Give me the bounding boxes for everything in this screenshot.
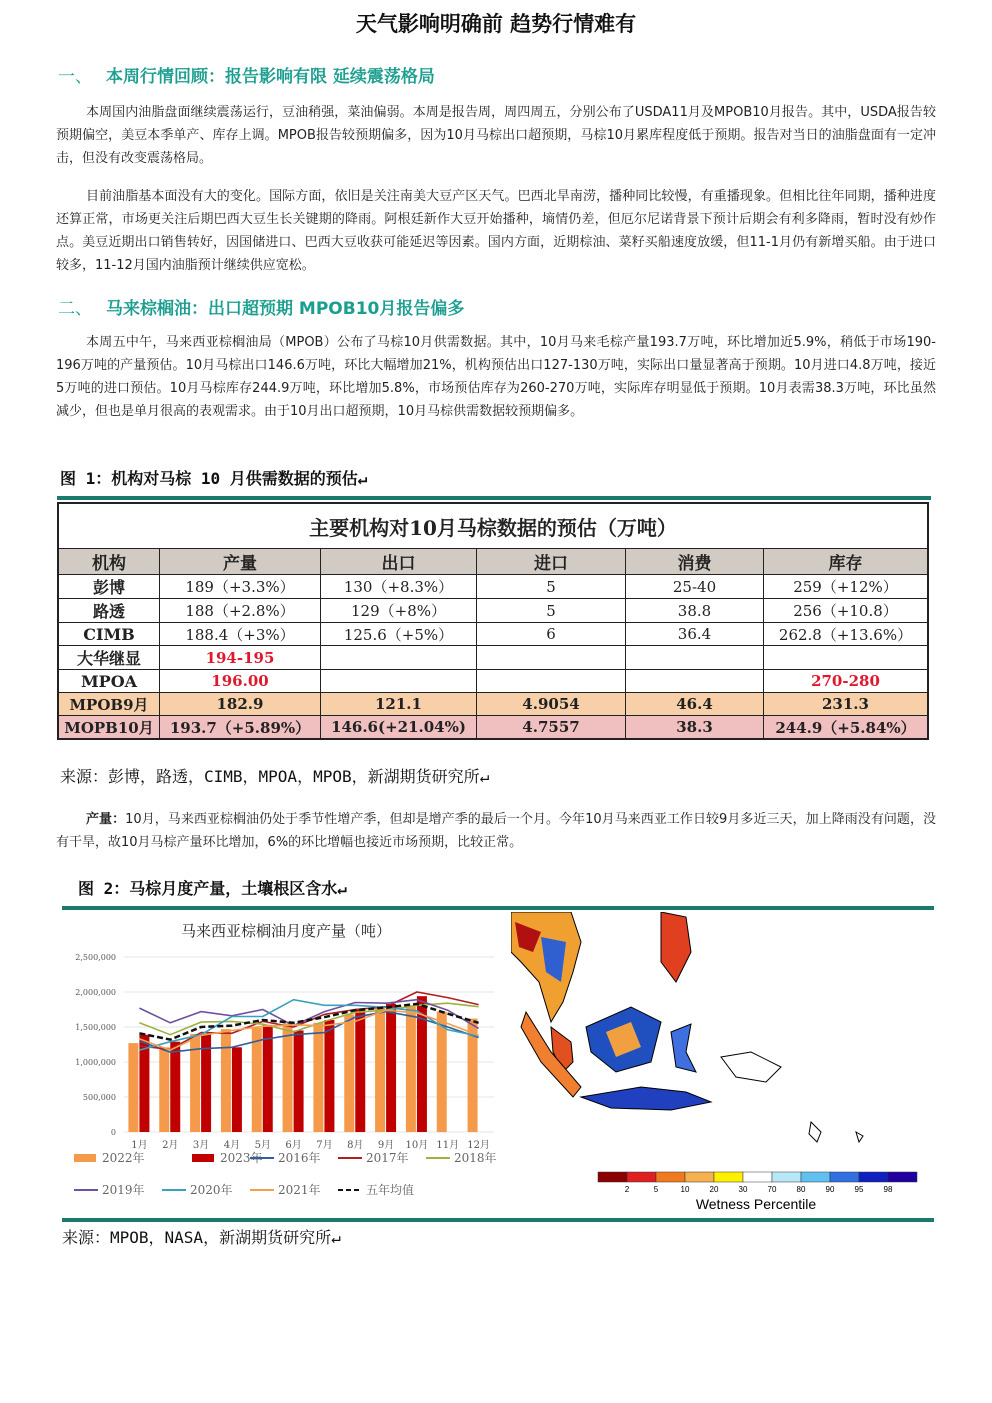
table-cell: 188（+2.8%） xyxy=(160,599,321,623)
legend-label: 2016年 xyxy=(278,1151,321,1165)
legend-tick: 98 xyxy=(883,1185,893,1194)
legend-title: Wetness Percentile xyxy=(695,1196,817,1212)
table-cell: MPOA xyxy=(58,670,160,693)
chart-title: 马来西亚棕榈油月度产量（吨） xyxy=(180,922,392,940)
section-1-title: 本周行情回顾：报告影响有限 延续震荡格局 xyxy=(106,67,435,87)
table-cell: 130（+8.3%） xyxy=(321,575,477,599)
table-cell xyxy=(321,670,477,693)
x-tick-label: 9月 xyxy=(377,1140,395,1151)
table-cell: MOPB10月 xyxy=(58,716,160,740)
x-tick-label: 5月 xyxy=(254,1140,271,1151)
table-cell: 38.3 xyxy=(626,716,764,740)
bar-2023年 xyxy=(263,1025,273,1132)
table-cell: 188.4（+3%） xyxy=(160,623,321,646)
bar-2022年 xyxy=(313,1023,323,1132)
y-tick-label: 0 xyxy=(110,1128,116,1137)
table-cell: 彭博 xyxy=(58,575,160,599)
table-header-row xyxy=(58,549,928,575)
table-cell: 125.6（+5%） xyxy=(321,623,477,646)
table-row xyxy=(58,575,928,599)
y-tick-label: 1,500,000 xyxy=(75,1023,116,1032)
table-cell: 121.1 xyxy=(321,693,477,716)
legend-swatch xyxy=(859,1172,888,1182)
table-cell: 25-40 xyxy=(626,575,764,599)
legend-label: 2019年 xyxy=(102,1183,145,1197)
figure-1-caption: 图 1：机构对马棕 10 月供需数据的预估↵ xyxy=(60,469,368,488)
table-cell xyxy=(764,646,929,670)
bar-2023年 xyxy=(386,1004,396,1132)
table-caption: 主要机构对10月马棕数据的预估（万吨） xyxy=(58,503,928,549)
table-cell: 231.3 xyxy=(764,693,929,716)
legend-swatch xyxy=(830,1172,859,1182)
y-tick-label: 1,000,000 xyxy=(75,1058,116,1067)
table-cell: 6 xyxy=(477,623,626,646)
table-row xyxy=(58,670,928,693)
table-cell: 5 xyxy=(477,575,626,599)
paragraph-1: 本周国内油脂盘面继续震荡运行，豆油稍强，菜油偏弱。本周是报告周，周四周五，分别公布了USDA11月及MPOB10月报告。其中，USDA报告较预期偏空，美豆本季单产、库存上调。MPOB报告较预期偏多，因为10月马棕出口超预期，马棕10月累库程度低于预期。报告对当日的油脂盘面有一定冲击，但没有改变震荡格局。 xyxy=(56,105,936,166)
table-cell: 38.8 xyxy=(626,599,764,623)
paragraph-4 xyxy=(56,808,936,854)
table-header: 产量 xyxy=(160,549,321,575)
table-cell: 194-195 xyxy=(160,646,321,670)
legend-swatch xyxy=(888,1172,917,1182)
table-cell xyxy=(626,670,764,693)
figure-2-caption: 图 2：马棕月度产量，土壤根区含水↵ xyxy=(78,879,347,898)
figure-1-rule xyxy=(57,496,931,500)
legend-swatch xyxy=(714,1172,743,1182)
bar-2022年 xyxy=(159,1047,169,1132)
legend-tick: 90 xyxy=(825,1185,835,1194)
new-guinea-outline xyxy=(721,1052,781,1082)
section-2-title: 马来棕榈油：出口超预期 MPOB10月报告偏多 xyxy=(106,299,465,319)
table-row xyxy=(58,599,928,623)
bar-2023年 xyxy=(324,1020,334,1132)
wetness-legend xyxy=(598,1172,917,1194)
table-cell: 193.7（+5.89%） xyxy=(160,716,321,740)
legend-tick: 2 xyxy=(624,1185,630,1194)
bar-2022年 xyxy=(283,1024,293,1133)
island-outline xyxy=(856,1132,863,1142)
document-title: 天气影响明确前 趋势行情难有 xyxy=(355,12,637,36)
legend-tick: 30 xyxy=(738,1185,748,1194)
bar-2023年 xyxy=(170,1042,180,1132)
table-header: 进口 xyxy=(477,549,626,575)
table-cell: 146.6(+21.04%) xyxy=(321,716,477,740)
legend-tick: 10 xyxy=(680,1185,690,1194)
island-outline xyxy=(809,1122,821,1142)
table-header: 库存 xyxy=(764,549,929,575)
x-tick-label: 12月 xyxy=(467,1140,490,1151)
map-landmass xyxy=(511,912,863,1142)
bar-2022年 xyxy=(344,1014,354,1132)
section-1-number: 一、 xyxy=(58,67,92,87)
legend-swatch xyxy=(772,1172,801,1182)
x-tick-label: 2月 xyxy=(162,1140,179,1151)
table-cell xyxy=(477,670,626,693)
table-cell: 5 xyxy=(477,599,626,623)
table-cell: 129（+8%） xyxy=(321,599,477,623)
section-1-heading xyxy=(58,62,435,87)
table-header: 机构 xyxy=(58,549,160,575)
x-tick-label: 3月 xyxy=(192,1140,210,1151)
paragraph-2: 目前油脂基本面没有大的变化。国际方面，依旧是关注南美大豆产区天气。巴西北旱南涝，播种同比较慢，有重播现象。但相比往年同期，播种进度还算正常，市场更关注后期巴西大豆生长关键期的降雨。阿根廷新作大豆开始播种，墒情仍差，但厄尔尼诺背景下预计后期会有利多降雨，暂时没有炒作点。美豆近期出口销售转好，因国储进口、巴西大豆收获可能延迟等因素。国内方面，近期棕油、菜籽买船速度放缓，但11-1月仍有新增买船。由于进口较多，11-12月国内油脂预计继续供应宽松。 xyxy=(56,189,936,273)
legend-label: 2018年 xyxy=(454,1151,497,1165)
figure-2-top-rule xyxy=(62,906,934,910)
x-tick-label: 6月 xyxy=(285,1140,302,1151)
legend-label: 五年均值 xyxy=(366,1183,415,1197)
table-cell: 189（+3.3%） xyxy=(160,575,321,599)
legend-label: 2022年 xyxy=(102,1151,145,1165)
wetness-map-panel xyxy=(511,912,934,1217)
table-row-mpob-sep xyxy=(58,693,928,716)
x-tick-label: 10月 xyxy=(405,1140,429,1151)
bar-2022年 xyxy=(128,1043,138,1132)
java-chain xyxy=(581,1087,711,1110)
table-cell: 196.00 xyxy=(160,670,321,693)
bar-2022年 xyxy=(437,1012,447,1132)
legend-swatch xyxy=(685,1172,714,1182)
section-2-number: 二、 xyxy=(58,299,92,319)
bar-2023年 xyxy=(232,1047,242,1132)
table-cell: 46.4 xyxy=(626,693,764,716)
legend-tick: 5 xyxy=(653,1185,659,1194)
x-tick-label: 4月 xyxy=(223,1140,241,1151)
paragraph-4-lead: 产量： xyxy=(86,812,126,827)
legend-swatch xyxy=(743,1172,772,1182)
legend-swatch xyxy=(656,1172,685,1182)
bar-2022年 xyxy=(252,1028,262,1132)
x-tick-label: 11月 xyxy=(436,1140,460,1151)
table-cell: 262.8（+13.6%） xyxy=(764,623,929,646)
y-tick-label: 2,500,000 xyxy=(75,953,116,962)
estimate-table-wrapper xyxy=(57,502,929,740)
x-tick-label: 7月 xyxy=(316,1140,333,1151)
legend-label: 2020年 xyxy=(190,1183,233,1197)
paragraph-3: 本周五中午，马来西亚棕榈油局（MPOB）公布了马棕10月供需数据。其中，10月马来毛棕产量193.7万吨，环比增加近5.9%，稍低于市场190-196万吨的产量预估。10月马棕出口146.6万吨，环比大幅增加21%，机构预估出口127-130万吨，实际出口量显著高于预期。10月进口4.8万吨，接近5万吨的进口预估。10月马棕库存244.9万吨，环比增加5.8%，市场预估库存为260-270万吨，实际库存明显低于预期。10月表需38.3万吨，环比虽然减少，但也是单月很高的表观需求。由于10月出口超预期，10月马棕供需数据较预期偏多。 xyxy=(56,335,936,419)
table-cell: 182.9 xyxy=(160,693,321,716)
table-cell: 259（+12%） xyxy=(764,575,929,599)
legend-label: 2017年 xyxy=(366,1151,409,1165)
line-2019年 xyxy=(139,1000,478,1029)
legend-label: 2023年 xyxy=(220,1151,263,1165)
production-chart-panel xyxy=(62,912,510,1217)
legend-swatch xyxy=(74,1154,96,1162)
figure-2-bottom-rule xyxy=(62,1218,934,1222)
table-cell xyxy=(626,646,764,670)
x-tick-label: 1月 xyxy=(131,1140,148,1151)
estimate-table xyxy=(57,502,929,740)
table-cell: 36.4 xyxy=(626,623,764,646)
bar-2023年 xyxy=(294,1031,304,1133)
x-tick-label: 8月 xyxy=(347,1140,364,1151)
table-cell: 路透 xyxy=(58,599,160,623)
table-cell: 256（+10.8） xyxy=(764,599,929,623)
legend-swatch xyxy=(192,1154,214,1162)
figure-1-source: 来源：彭博，路透，CIMB，MPOA，MPOB，新湖期货研究所↵ xyxy=(60,767,490,786)
legend-swatch xyxy=(801,1172,830,1182)
figure-2-source: 来源：MPOB，NASA，新湖期货研究所↵ xyxy=(62,1228,341,1247)
bar-2022年 xyxy=(221,1029,231,1132)
legend-tick: 20 xyxy=(709,1185,719,1194)
legend-tick: 70 xyxy=(767,1185,777,1194)
y-tick-label: 500,000 xyxy=(82,1093,116,1102)
bar-2023年 xyxy=(355,1009,365,1132)
y-tick-label: 2,000,000 xyxy=(75,988,116,997)
section-2-heading xyxy=(58,294,464,319)
paragraph-4-body: 10月，马来西亚棕榈油仍处于季节性增产季，但却是增产季的最后一个月。今年10月马来西亚工作日较9月多近三天，加上降雨没有问题，没有干旱，故10月马棕产量环比增加，6%的环比增幅也接近市场预期，比较正常。 xyxy=(56,812,936,850)
table-cell xyxy=(321,646,477,670)
philippines xyxy=(661,912,691,982)
table-cell: 4.7557 xyxy=(477,716,626,740)
table-header: 出口 xyxy=(321,549,477,575)
bar-2022年 xyxy=(375,1008,385,1132)
table-cell: 大华继显 xyxy=(58,646,160,670)
table-cell: 244.9（+5.84%） xyxy=(764,716,929,740)
legend-swatch xyxy=(627,1172,656,1182)
table-cell: 4.9054 xyxy=(477,693,626,716)
table-row xyxy=(58,646,928,670)
table-cell xyxy=(477,646,626,670)
table-cell: 270-280 xyxy=(764,670,929,693)
table-cell: CIMB xyxy=(58,623,160,646)
sulawesi xyxy=(671,1024,696,1072)
legend-label: 2021年 xyxy=(278,1183,321,1197)
table-cell: MPOB9月 xyxy=(58,693,160,716)
bar-2022年 xyxy=(406,1007,416,1132)
wetness-map xyxy=(511,912,934,1217)
table-row-mpob-oct xyxy=(58,716,928,740)
table-row xyxy=(58,623,928,646)
table-header: 消费 xyxy=(626,549,764,575)
legend-tick: 80 xyxy=(796,1185,806,1194)
legend-swatch xyxy=(598,1172,627,1182)
legend-tick: 95 xyxy=(854,1185,864,1194)
production-chart xyxy=(62,912,510,1217)
